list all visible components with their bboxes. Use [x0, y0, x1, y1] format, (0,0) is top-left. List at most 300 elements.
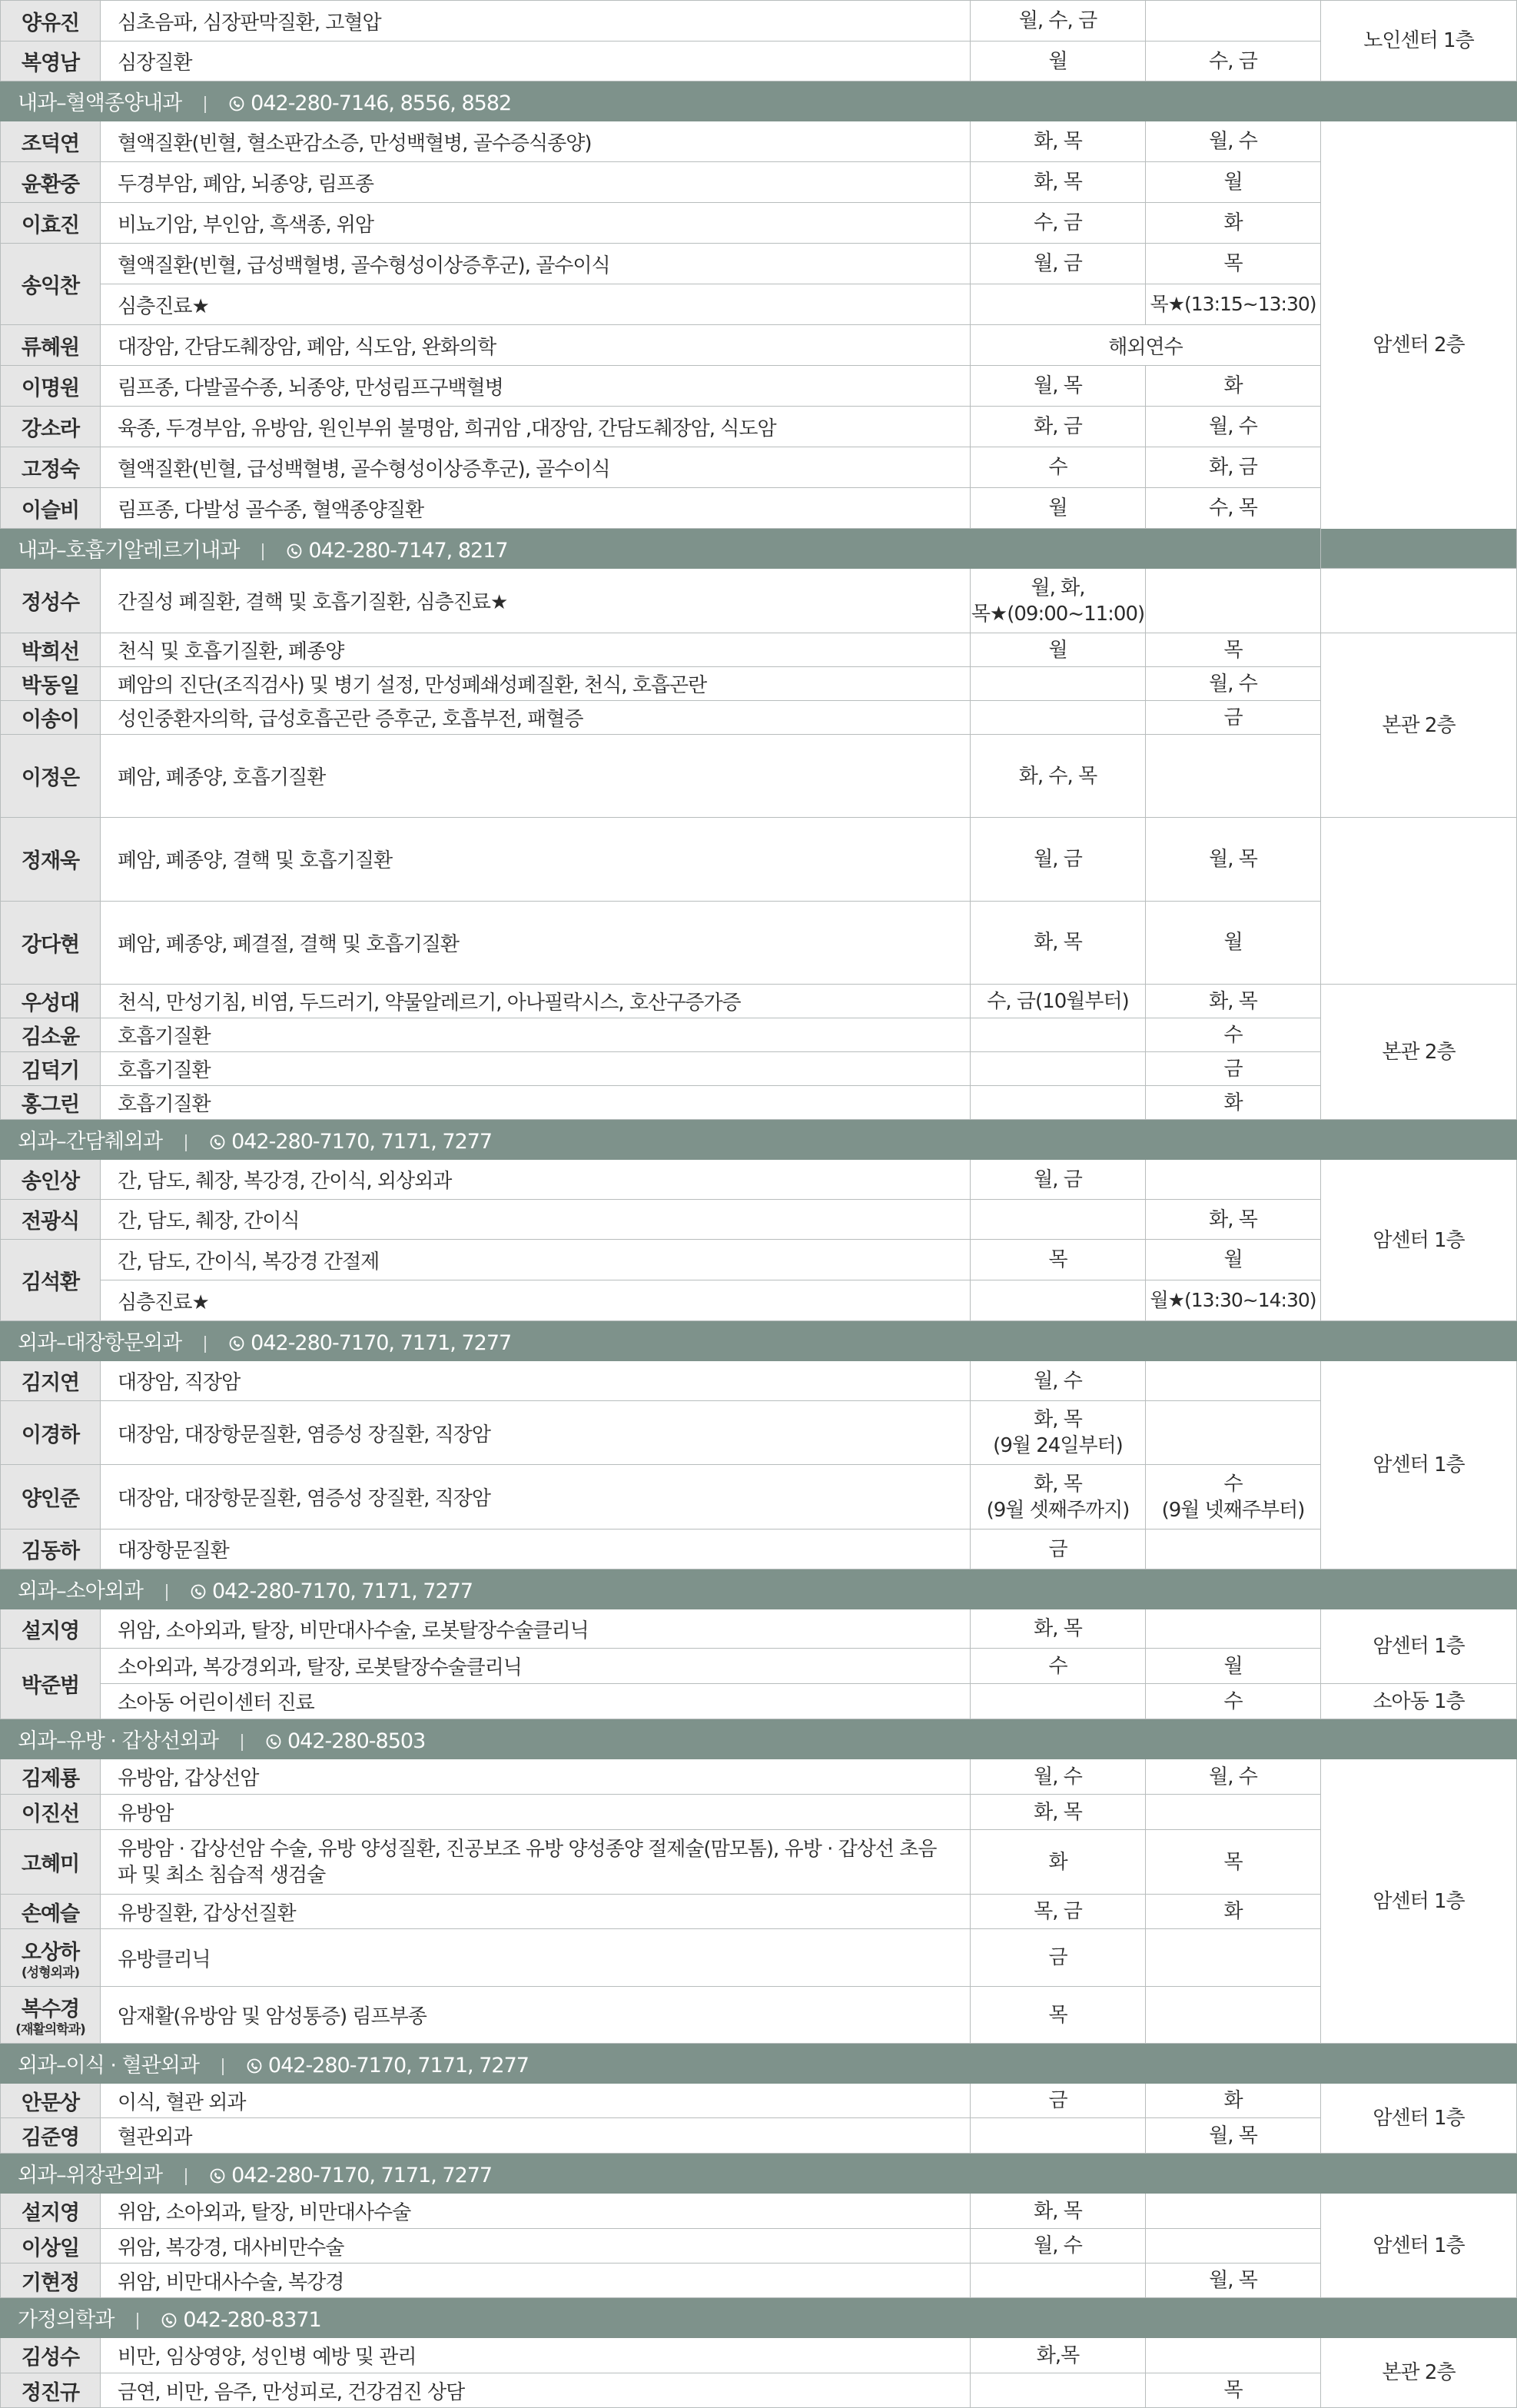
department-phone: 042-280-7147, 8217	[308, 539, 508, 563]
header-divider	[222, 2058, 224, 2075]
phone-icon	[161, 2310, 177, 2325]
doctor-row	[1, 1052, 1517, 1086]
department-phone: 042-280-8371	[183, 2308, 321, 2332]
department-title: 내과–혈액종양내과	[18, 91, 182, 115]
doctor-row	[1, 121, 1517, 162]
department-title: 가정의학과	[18, 2308, 115, 2332]
afternoon-clinic-days: 월, 목	[1146, 818, 1321, 901]
doctor-name: 이상일	[1, 2229, 101, 2264]
afternoon-clinic-days: 금	[1146, 1052, 1321, 1086]
specialty: 폐암, 폐종양, 결핵 및 호흡기질환	[101, 818, 971, 901]
doctor-row	[1, 2084, 1517, 2118]
doctor-row	[1, 1895, 1517, 1929]
doctor-name: 오상하 (성형외과)	[1, 1929, 101, 1987]
doctor-row	[1, 366, 1517, 407]
doctor-row	[1, 1684, 1517, 1719]
doctor-row	[1, 818, 1517, 901]
department-header-cell	[1, 2298, 1517, 2338]
doctor-row	[1, 1160, 1517, 1200]
morning-clinic-days: 화	[971, 1830, 1146, 1895]
morning-clinic-days	[971, 2264, 1146, 2298]
specialty: 비만, 임상영양, 성인병 예방 및 관리	[101, 2338, 971, 2373]
afternoon-clinic-days: 월	[1146, 1240, 1321, 1280]
department-header	[1, 1719, 1517, 1759]
doctor-row	[1, 1795, 1517, 1830]
doctor-row	[1, 1018, 1517, 1052]
doctor-row	[1, 2229, 1517, 2264]
doctor-row	[1, 1280, 1517, 1321]
specialty: 혈액질환(빈혈, 급성백혈병, 골수형성이상증후군), 골수이식	[101, 447, 971, 488]
specialty: 위암, 비만대사수술, 복강경	[101, 2264, 971, 2298]
afternoon-clinic-days: 수	[1146, 1018, 1321, 1052]
morning-clinic-days: 화,목	[971, 2338, 1146, 2373]
specialty: 호흡기질환	[101, 1052, 971, 1086]
afternoon-clinic-days	[1146, 1929, 1321, 1987]
doctor-row	[1, 1649, 1517, 1684]
doctor-row	[1, 42, 1517, 81]
department-header-cell	[1, 2154, 1517, 2194]
doctor-name: 김지연	[1, 1361, 101, 1401]
doctor-name: 복수경 (재활의학과)	[1, 1987, 101, 2044]
department-header	[1, 2044, 1517, 2084]
doctor-name: 김성수	[1, 2338, 101, 2373]
phone-icon	[287, 540, 302, 556]
morning-clinic-days: 금	[971, 2084, 1146, 2118]
doctor-row	[1, 1240, 1517, 1280]
doctor-name: 김준영	[1, 2118, 101, 2154]
doctor-name: 우성대	[1, 985, 101, 1018]
department-header	[1, 1120, 1517, 1160]
phone-icon	[229, 1333, 244, 1348]
morning-clinic-days: 화, 목 (9월 24일부터)	[971, 1401, 1146, 1465]
morning-clinic-days: 화, 수, 목	[971, 735, 1146, 818]
specialty: 심층진료★	[101, 284, 971, 325]
department-phone: 042-280-7170, 7171, 7277	[267, 2054, 529, 2078]
doctor-row	[1, 1830, 1517, 1895]
specialty: 암재활(유방암 및 암성통증) 림프부종	[101, 1987, 971, 2044]
specialty: 간, 담도, 췌장, 복강경, 간이식, 외상외과	[101, 1160, 971, 1200]
specialty: 림프종, 다발성 골수종, 혈액종양질환	[101, 488, 971, 529]
doctor-row	[1, 569, 1517, 633]
afternoon-clinic-days: 월, 목	[1146, 2264, 1321, 2298]
morning-clinic-days	[971, 1018, 1146, 1052]
doctor-name: 정성수	[1, 569, 101, 633]
morning-clinic-days: 월, 목	[971, 366, 1146, 407]
doctor-name: 이효진	[1, 203, 101, 244]
afternoon-clinic-days: 목	[1146, 633, 1321, 667]
doctor-row	[1, 2264, 1517, 2298]
clinic-location: 암센터 2층	[1321, 121, 1517, 569]
morning-clinic-days: 금	[971, 1929, 1146, 1987]
header-divider	[185, 1134, 187, 1151]
doctor-row	[1, 1529, 1517, 1569]
doctor-row	[1, 1200, 1517, 1240]
department-header	[1, 1569, 1517, 1609]
morning-clinic-days	[971, 1200, 1146, 1240]
doctor-name: 김덕기	[1, 1052, 101, 1086]
department-header-cell	[1, 2044, 1517, 2084]
header-divider	[241, 1734, 243, 1751]
doctor-row	[1, 488, 1517, 529]
morning-clinic-days	[971, 2373, 1146, 2408]
department-title: 외과–대장항문외과	[18, 1331, 182, 1355]
header-divider	[137, 2313, 138, 2330]
morning-clinic-days: 월, 금	[971, 1160, 1146, 1200]
doctor-row	[1, 325, 1517, 366]
specialty: 대장암, 대장항문질환, 염증성 장질환, 직장암	[101, 1401, 971, 1465]
morning-clinic-days: 화, 목	[971, 901, 1146, 984]
doctor-name: 설지영	[1, 1609, 101, 1649]
afternoon-clinic-days: 화	[1146, 1086, 1321, 1120]
specialty: 혈액질환(빈혈, 급성백혈병, 골수형성이상증후군), 골수이식	[101, 244, 971, 284]
morning-clinic-days: 수, 금	[971, 203, 1146, 244]
specialty: 유방클리닉	[101, 1929, 971, 1987]
department-phone: 042-280-7170, 7171, 7277	[212, 1579, 473, 1603]
afternoon-clinic-days	[1146, 2338, 1321, 2373]
doctor-row	[1, 162, 1517, 203]
phone-icon	[191, 1581, 206, 1596]
morning-clinic-days: 수	[971, 1649, 1146, 1684]
morning-clinic-days: 수, 금(10월부터)	[971, 985, 1146, 1018]
doctor-name: 박동일	[1, 667, 101, 701]
specialty: 간, 담도, 간이식, 복강경 간절제	[101, 1240, 971, 1280]
doctor-name: 박희선	[1, 633, 101, 667]
afternoon-clinic-days	[1146, 1987, 1321, 2044]
morning-clinic-days: 월, 수	[971, 1759, 1146, 1795]
specialty: 유방암, 갑상선암	[101, 1759, 971, 1795]
doctor-row	[1, 701, 1517, 735]
afternoon-clinic-days: 월, 수	[1146, 407, 1321, 447]
doctor-name: 이경하	[1, 1401, 101, 1465]
morning-clinic-days: 목	[971, 1240, 1146, 1280]
specialty: 유방질환, 갑상선질환	[101, 1895, 971, 1929]
doctor-name: 이정은	[1, 735, 101, 818]
department-header	[1, 2154, 1517, 2194]
department-header	[1, 1321, 1517, 1361]
doctor-name: 이슬비	[1, 488, 101, 529]
afternoon-clinic-days: 화	[1146, 2084, 1321, 2118]
doctor-row	[1, 244, 1517, 284]
clinic-location: 암센터 1층	[1321, 1361, 1517, 1569]
doctor-name: 안문상	[1, 2084, 101, 2118]
phone-icon	[210, 2165, 225, 2180]
morning-clinic-days: 월, 금	[971, 818, 1146, 901]
doctor-name: 양유진	[1, 1, 101, 42]
afternoon-clinic-days: 화	[1146, 366, 1321, 407]
specialty: 심초음파, 심장판막질환, 고혈압	[101, 1, 971, 42]
department-title: 외과–이식 · 혈관외과	[18, 2054, 199, 2078]
department-header-cell	[1, 1719, 1517, 1759]
doctor-name: 기현정	[1, 2264, 101, 2298]
specialty: 대장암, 대장항문질환, 염증성 장질환, 직장암	[101, 1465, 971, 1529]
afternoon-clinic-days: 화, 금	[1146, 447, 1321, 488]
afternoon-clinic-days	[1146, 1609, 1321, 1649]
morning-clinic-days: 화, 목	[971, 1609, 1146, 1649]
afternoon-clinic-days	[1146, 569, 1321, 633]
doctor-name: 송인상	[1, 1160, 101, 1200]
doctor-name: 정재욱	[1, 818, 101, 901]
morning-clinic-days	[971, 2118, 1146, 2154]
afternoon-clinic-days: 수, 금	[1146, 42, 1321, 81]
morning-clinic-days: 금	[971, 1529, 1146, 1569]
specialty: 소아동 어린이센터 진료	[101, 1684, 971, 1719]
doctor-name: 김제룡	[1, 1759, 101, 1795]
doctor-name: 이명원	[1, 366, 101, 407]
specialty: 폐암, 폐종양, 폐결절, 결핵 및 호흡기질환	[101, 901, 971, 984]
morning-clinic-days: 목, 금	[971, 1895, 1146, 1929]
doctor-row	[1, 985, 1517, 1018]
specialty: 금연, 비만, 음주, 만성피로, 건강검진 상담	[101, 2373, 971, 2408]
clinic-location: 본관 2층	[1321, 2338, 1517, 2408]
morning-clinic-days: 화, 목	[971, 1795, 1146, 1830]
afternoon-clinic-days	[1146, 1795, 1321, 1830]
doctor-row	[1, 667, 1517, 701]
phone-icon	[229, 93, 244, 108]
schedule-note: 해외연수	[971, 325, 1321, 366]
clinic-location: 암센터 1층	[1321, 2084, 1517, 2154]
morning-clinic-days: 화, 목	[971, 2194, 1146, 2229]
afternoon-clinic-days: 목	[1146, 2373, 1321, 2408]
clinic-location	[1321, 569, 1517, 633]
department-title: 외과–소아외과	[18, 1579, 143, 1603]
morning-clinic-days: 수	[971, 447, 1146, 488]
morning-clinic-days: 월	[971, 633, 1146, 667]
doctor-name: 박준범	[1, 1649, 101, 1719]
doctor-row	[1, 2373, 1517, 2408]
doctor-name: 정진규	[1, 2373, 101, 2408]
afternoon-clinic-days	[1146, 1529, 1321, 1569]
department-header	[1, 81, 1517, 121]
doctor-name: 손예슬	[1, 1895, 101, 1929]
department-title: 외과–유방 · 갑상선외과	[18, 1729, 218, 1753]
doctor-name: 복영남	[1, 42, 101, 81]
clinic-location: 암센터 1층	[1321, 1759, 1517, 2044]
doctor-dept-note: (성형외과)	[21, 1965, 80, 1981]
doctor-name: 고혜미	[1, 1830, 101, 1895]
doctor-name: 송익찬	[1, 244, 101, 325]
afternoon-clinic-days	[1146, 1, 1321, 42]
department-header-cell	[1, 1321, 1517, 1361]
morning-clinic-days: 월	[971, 42, 1146, 81]
department-title: 외과–간담췌외과	[18, 1130, 163, 1154]
doctor-name: 김소윤	[1, 1018, 101, 1052]
department-header-cell	[1, 81, 1517, 121]
clinic-location: 노인센터 1층	[1321, 1, 1517, 81]
morning-clinic-days	[971, 284, 1146, 325]
morning-clinic-days	[971, 667, 1146, 701]
specialty: 유방암 · 갑상선암 수술, 유방 양성질환, 진공보조 유방 양성종양 절제술(맘모톰), 유방 · 갑상선 초음파 및 최소 침습적 생검술	[101, 1830, 971, 1895]
afternoon-clinic-days: 금	[1146, 701, 1321, 735]
afternoon-clinic-days: 목★(13:15~13:30)	[1146, 284, 1321, 325]
doctor-row	[1, 1929, 1517, 1987]
morning-clinic-days: 월, 수	[971, 1361, 1146, 1401]
department-header-cell	[1, 1120, 1517, 1160]
doctor-name: 강다현	[1, 901, 101, 984]
specialty: 비뇨기암, 부인암, 흑색종, 위암	[101, 203, 971, 244]
doctor-row	[1, 1987, 1517, 2044]
morning-clinic-days: 월, 수	[971, 2229, 1146, 2264]
department-phone: 042-280-7146, 8556, 8582	[251, 91, 512, 115]
phone-icon	[210, 1131, 225, 1147]
afternoon-clinic-days: 월	[1146, 901, 1321, 984]
clinic-location: 암센터 1층	[1321, 1160, 1517, 1321]
doctor-name: 류혜원	[1, 325, 101, 366]
morning-clinic-days: 월, 화, 목★(09:00~11:00)	[971, 569, 1146, 633]
specialty: 폐암, 폐종양, 호흡기질환	[101, 735, 971, 818]
afternoon-clinic-days: 수, 목	[1146, 488, 1321, 529]
clinic-location: 본관 2층	[1321, 633, 1517, 818]
afternoon-clinic-days: 월, 수	[1146, 121, 1321, 162]
afternoon-clinic-days: 목	[1146, 1830, 1321, 1895]
morning-clinic-days: 월	[971, 488, 1146, 529]
doctor-row	[1, 203, 1517, 244]
morning-clinic-days	[971, 1684, 1146, 1719]
specialty: 육종, 두경부암, 유방암, 원인부위 불명암, 희귀암 ,대장암, 간담도췌장암, 식도암	[101, 407, 971, 447]
phone-icon	[266, 1731, 281, 1746]
afternoon-clinic-days: 월, 수	[1146, 1759, 1321, 1795]
specialty: 대장항문질환	[101, 1529, 971, 1569]
specialty: 위암, 소아외과, 탈장, 비만대사수술	[101, 2194, 971, 2229]
doctor-name: 김석환	[1, 1240, 101, 1321]
specialty: 심장질환	[101, 42, 971, 81]
morning-clinic-days	[971, 1086, 1146, 1120]
doctor-row	[1, 901, 1517, 984]
doctor-name: 홍그린	[1, 1086, 101, 1120]
afternoon-clinic-days: 월, 목	[1146, 2118, 1321, 2154]
afternoon-clinic-days	[1146, 735, 1321, 818]
specialty: 천식, 만성기침, 비염, 두드러기, 약물알레르기, 아나필락시스, 호산구증가증	[101, 985, 971, 1018]
morning-clinic-days: 화, 목	[971, 162, 1146, 203]
specialty: 혈액질환(빈혈, 혈소판감소증, 만성백혈병, 골수증식종양)	[101, 121, 971, 162]
doctor-name: 전광식	[1, 1200, 101, 1240]
department-title: 내과–호흡기알레르기내과	[18, 539, 240, 563]
specialty: 이식, 혈관 외과	[101, 2084, 971, 2118]
specialty: 두경부암, 폐암, 뇌종양, 림프종	[101, 162, 971, 203]
clinic-location: 소아동 1층	[1321, 1684, 1517, 1719]
doctor-row	[1, 1361, 1517, 1401]
afternoon-clinic-days	[1146, 1160, 1321, 1200]
department-header-cell	[1, 529, 1517, 569]
afternoon-clinic-days: 월, 수	[1146, 667, 1321, 701]
specialty: 간, 담도, 췌장, 간이식	[101, 1200, 971, 1240]
doctor-name: 이진선	[1, 1795, 101, 1830]
header-divider	[204, 96, 206, 113]
specialty: 폐암의 진단(조직검사) 및 병기 설정, 만성폐쇄성폐질환, 천식, 호흡곤란	[101, 667, 971, 701]
specialty: 성인중환자의학, 급성호흡곤란 증후군, 호흡부전, 패혈증	[101, 701, 971, 735]
specialty: 위암, 복강경, 대사비만수술	[101, 2229, 971, 2264]
header-divider	[166, 1584, 168, 1601]
afternoon-clinic-days: 목	[1146, 244, 1321, 284]
morning-clinic-days: 화, 금	[971, 407, 1146, 447]
department-phone: 042-280-7170, 7171, 7277	[231, 1130, 493, 1154]
doctor-row	[1, 2194, 1517, 2229]
specialty: 간질성 폐질환, 결핵 및 호흡기질환, 심층진료★	[101, 569, 971, 633]
doctor-row	[1, 1759, 1517, 1795]
doctor-row	[1, 2338, 1517, 2373]
morning-clinic-days: 목	[971, 1987, 1146, 2044]
doctor-row	[1, 284, 1517, 325]
doctor-row	[1, 407, 1517, 447]
morning-clinic-days	[971, 1280, 1146, 1321]
doctor-row	[1, 633, 1517, 667]
specialty: 림프종, 다발골수종, 뇌종양, 만성림프구백혈병	[101, 366, 971, 407]
morning-clinic-days: 월, 금	[971, 244, 1146, 284]
department-phone: 042-280-8503	[287, 1729, 426, 1753]
doctor-name: 양인준	[1, 1465, 101, 1529]
header-divider	[185, 2168, 187, 2185]
afternoon-clinic-days: 월	[1146, 162, 1321, 203]
afternoon-clinic-days: 화	[1146, 1895, 1321, 1929]
afternoon-clinic-days: 화	[1146, 203, 1321, 244]
department-header-cell	[1, 1569, 1517, 1609]
doctor-name: 이송이	[1, 701, 101, 735]
afternoon-clinic-days: 월★(13:30~14:30)	[1146, 1280, 1321, 1321]
specialty: 혈관외과	[101, 2118, 971, 2154]
department-phone: 042-280-7170, 7171, 7277	[231, 2164, 493, 2187]
specialty: 유방암	[101, 1795, 971, 1830]
specialty: 대장암, 간담도췌장암, 폐암, 식도암, 완화의학	[101, 325, 971, 366]
afternoon-clinic-days	[1146, 2229, 1321, 2264]
afternoon-clinic-days	[1146, 1361, 1321, 1401]
afternoon-clinic-days	[1146, 2194, 1321, 2229]
specialty: 대장암, 직장암	[101, 1361, 971, 1401]
afternoon-clinic-days	[1146, 1401, 1321, 1465]
phone-icon	[247, 2055, 262, 2071]
department-phone: 042-280-7170, 7171, 7277	[251, 1331, 512, 1355]
doctor-row	[1, 2118, 1517, 2154]
doctor-row	[1, 1, 1517, 42]
afternoon-clinic-days: 화, 목	[1146, 1200, 1321, 1240]
afternoon-clinic-days: 화, 목	[1146, 985, 1321, 1018]
header-divider	[204, 1336, 206, 1353]
doctor-name: 강소라	[1, 407, 101, 447]
specialty: 호흡기질환	[101, 1086, 971, 1120]
header-divider	[262, 543, 264, 560]
morning-clinic-days: 월, 수, 금	[971, 1, 1146, 42]
morning-clinic-days	[971, 701, 1146, 735]
doctor-name: 윤환중	[1, 162, 101, 203]
afternoon-clinic-days: 월	[1146, 1649, 1321, 1684]
specialty: 호흡기질환	[101, 1018, 971, 1052]
clinic-location: 본관 2층	[1321, 985, 1517, 1120]
clinic-location: 암센터 1층	[1321, 2194, 1517, 2298]
specialty: 천식 및 호흡기질환, 폐종양	[101, 633, 971, 667]
doctor-row	[1, 1609, 1517, 1649]
morning-clinic-days: 화, 목	[971, 121, 1146, 162]
clinic-location: 암센터 1층	[1321, 1609, 1517, 1684]
doctor-name: 김동하	[1, 1529, 101, 1569]
doctor-name: 조덕연	[1, 121, 101, 162]
doctor-row	[1, 735, 1517, 818]
specialty: 심층진료★	[101, 1280, 971, 1321]
specialty: 위암, 소아외과, 탈장, 비만대사수술, 로봇탈장수술클리닉	[101, 1609, 971, 1649]
doctor-row	[1, 1086, 1517, 1120]
doctor-dept-note: (재활의학과)	[15, 2022, 85, 2038]
department-header	[1, 2298, 1517, 2338]
afternoon-clinic-days: 수	[1146, 1684, 1321, 1719]
doctor-name: 고정숙	[1, 447, 101, 488]
morning-clinic-days	[971, 1052, 1146, 1086]
afternoon-clinic-days: 수 (9월 넷째주부터)	[1146, 1465, 1321, 1529]
department-title: 외과–위장관외과	[18, 2164, 163, 2187]
doctor-name: 설지영	[1, 2194, 101, 2229]
doctor-row	[1, 1401, 1517, 1465]
doctor-row	[1, 1465, 1517, 1529]
morning-clinic-days: 화, 목 (9월 셋째주까지)	[971, 1465, 1146, 1529]
department-header	[1, 529, 1517, 569]
doctor-row	[1, 447, 1517, 488]
specialty: 소아외과, 복강경외과, 탈장, 로봇탈장수술클리닉	[101, 1649, 971, 1684]
